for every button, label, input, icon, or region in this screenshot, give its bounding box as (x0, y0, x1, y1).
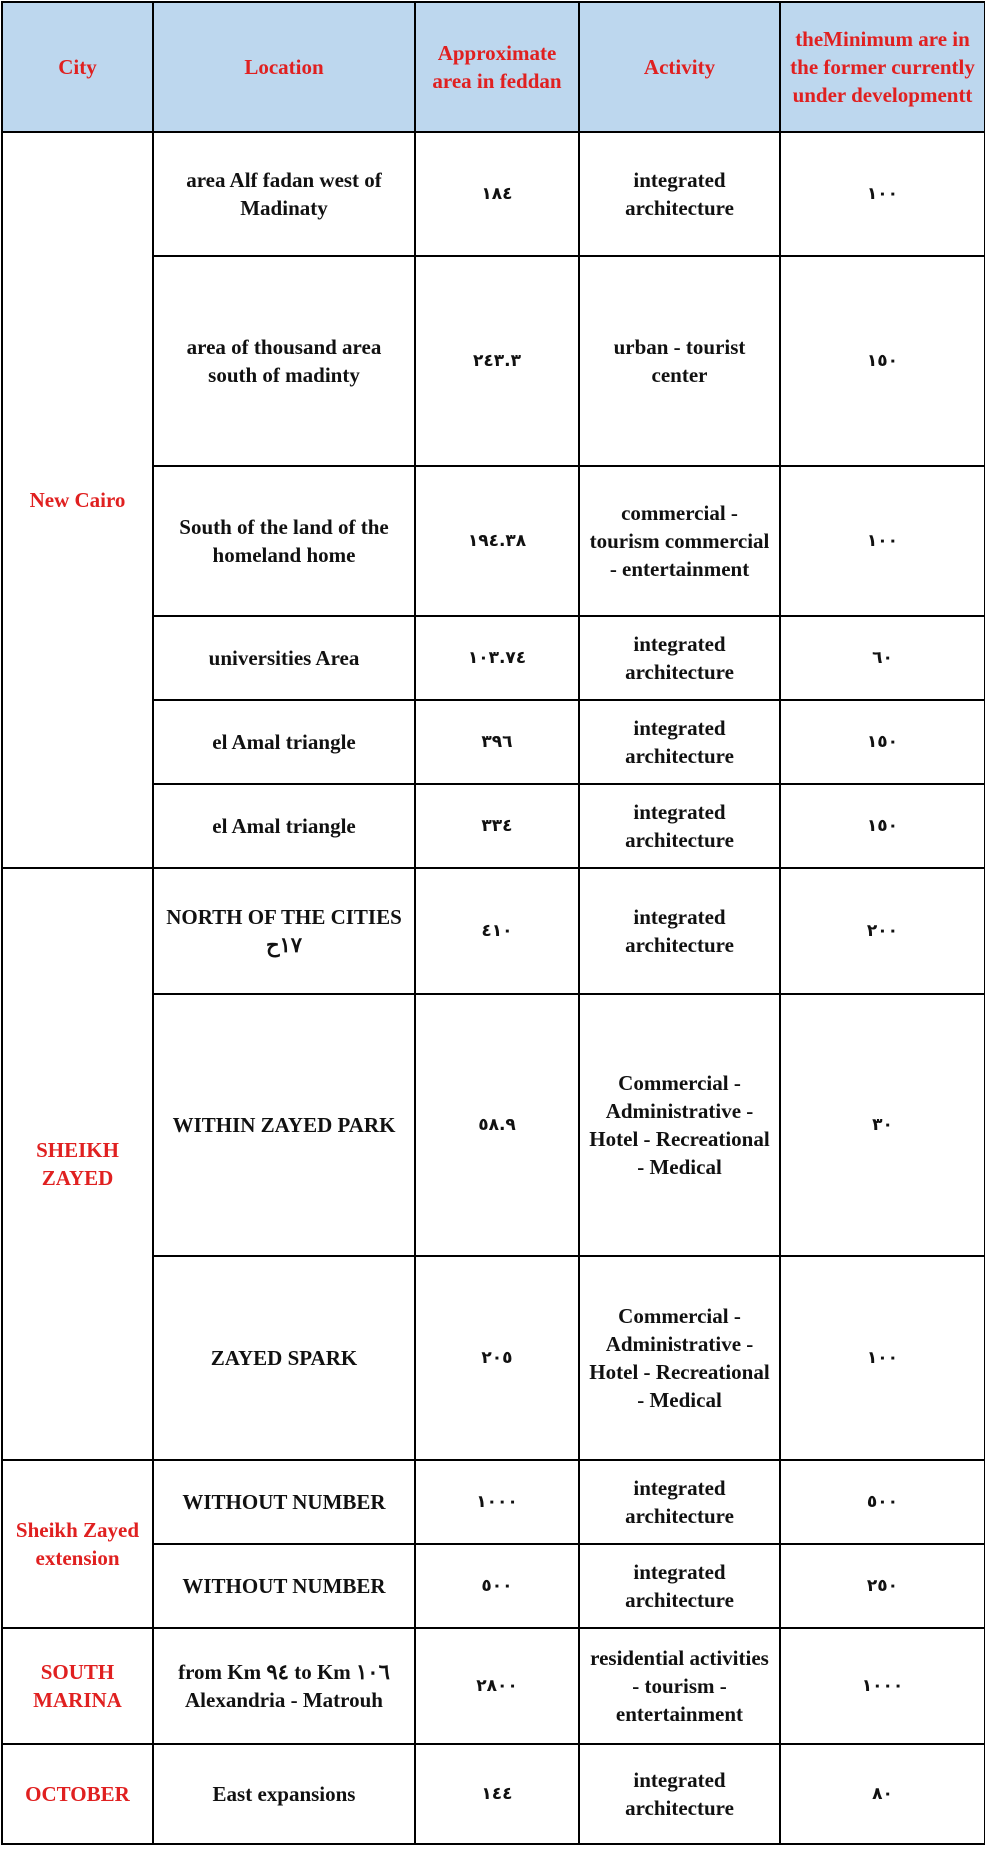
minimum-cell: ١٠٠ (780, 132, 985, 256)
location-cell: East expansions (153, 1744, 415, 1844)
activity-cell: integrated architecture (579, 700, 780, 784)
area-cell: ٢٨٠٠ (415, 1628, 579, 1744)
area-cell: ٢٠٥ (415, 1256, 579, 1460)
area-cell: ٤١٠ (415, 868, 579, 994)
city-cell-october: OCTOBER (2, 1744, 153, 1844)
projects-table (1, 1, 985, 1845)
city-cell-sheikh-zayed-extension: Sheikh Zayed extension (2, 1460, 153, 1628)
header-location: Location (153, 2, 415, 132)
city-cell-south-marina: SOUTH MARINA (2, 1628, 153, 1744)
table-row (2, 132, 985, 256)
activity-cell: integrated architecture (579, 616, 780, 700)
activity-cell: integrated architecture (579, 784, 780, 868)
minimum-cell: ١٥٠ (780, 700, 985, 784)
area-cell: ٢٤٣.٣ (415, 256, 579, 466)
location-cell: el Amal triangle (153, 700, 415, 784)
activity-cell: integrated architecture (579, 132, 780, 256)
activity-cell: Commercial - Administrative - Hotel - Recreational - Medical (579, 994, 780, 1256)
minimum-cell: ٣٠ (780, 994, 985, 1256)
header-activity: Activity (579, 2, 780, 132)
area-cell: ٣٩٦ (415, 700, 579, 784)
location-cell: area of thousand area south of madinty (153, 256, 415, 466)
area-cell: ٥٨.٩ (415, 994, 579, 1256)
area-cell: ١٤٤ (415, 1744, 579, 1844)
activity-cell: urban - tourist center (579, 256, 780, 466)
minimum-cell: ٥٠٠ (780, 1460, 985, 1544)
location-cell: South of the land of the homeland home (153, 466, 415, 616)
city-cell-sheikh-zayed: SHEIKH ZAYED (2, 868, 153, 1460)
minimum-cell: ١٠٠ (780, 1256, 985, 1460)
minimum-cell: ١٠٠ (780, 466, 985, 616)
activity-cell: integrated architecture (579, 868, 780, 994)
location-cell: WITHOUT NUMBER (153, 1544, 415, 1628)
minimum-cell: ٦٠ (780, 616, 985, 700)
activity-cell: Commercial - Administrative - Hotel - Recreational - Medical (579, 1256, 780, 1460)
location-cell: el Amal triangle (153, 784, 415, 868)
header-city: City (2, 2, 153, 132)
header-area: Approximate area in feddan (415, 2, 579, 132)
area-cell: ٥٠٠ (415, 1544, 579, 1628)
area-cell: ١٠٠٠ (415, 1460, 579, 1544)
minimum-cell: ٨٠ (780, 1744, 985, 1844)
activity-cell: commercial - tourism commercial - entertainment (579, 466, 780, 616)
area-cell: ١٨٤ (415, 132, 579, 256)
location-cell: from Km ٩٤ to Km ١٠٦ Alexandria - Matrouh (153, 1628, 415, 1744)
location-cell: universities Area (153, 616, 415, 700)
location-cell: area Alf fadan west of Madinaty (153, 132, 415, 256)
activity-cell: integrated architecture (579, 1460, 780, 1544)
city-cell-new-cairo: New Cairo (2, 132, 153, 868)
area-cell: ٣٣٤ (415, 784, 579, 868)
table-row (2, 1628, 985, 1744)
header-minimum: theMinimum are in the former currently under developmentt (780, 2, 985, 132)
activity-cell: integrated architecture (579, 1744, 780, 1844)
table-row (2, 1460, 985, 1544)
table-row (2, 868, 985, 994)
minimum-cell: ٢٥٠ (780, 1544, 985, 1628)
location-cell: ZAYED SPARK (153, 1256, 415, 1460)
minimum-cell: ٢٠٠ (780, 868, 985, 994)
location-cell: NORTH OF THE CITIES ١٧ح (153, 868, 415, 994)
area-cell: ١٠٣.٧٤ (415, 616, 579, 700)
minimum-cell: ١٥٠ (780, 256, 985, 466)
minimum-cell: ١٠٠٠ (780, 1628, 985, 1744)
minimum-cell: ١٥٠ (780, 784, 985, 868)
header-row (2, 2, 985, 132)
table-row (2, 1744, 985, 1844)
location-cell: WITHOUT NUMBER (153, 1460, 415, 1544)
area-cell: ١٩٤.٣٨ (415, 466, 579, 616)
activity-cell: integrated architecture (579, 1544, 780, 1628)
activity-cell: residential activities - tourism - entertainment (579, 1628, 780, 1744)
location-cell: WITHIN ZAYED PARK (153, 994, 415, 1256)
